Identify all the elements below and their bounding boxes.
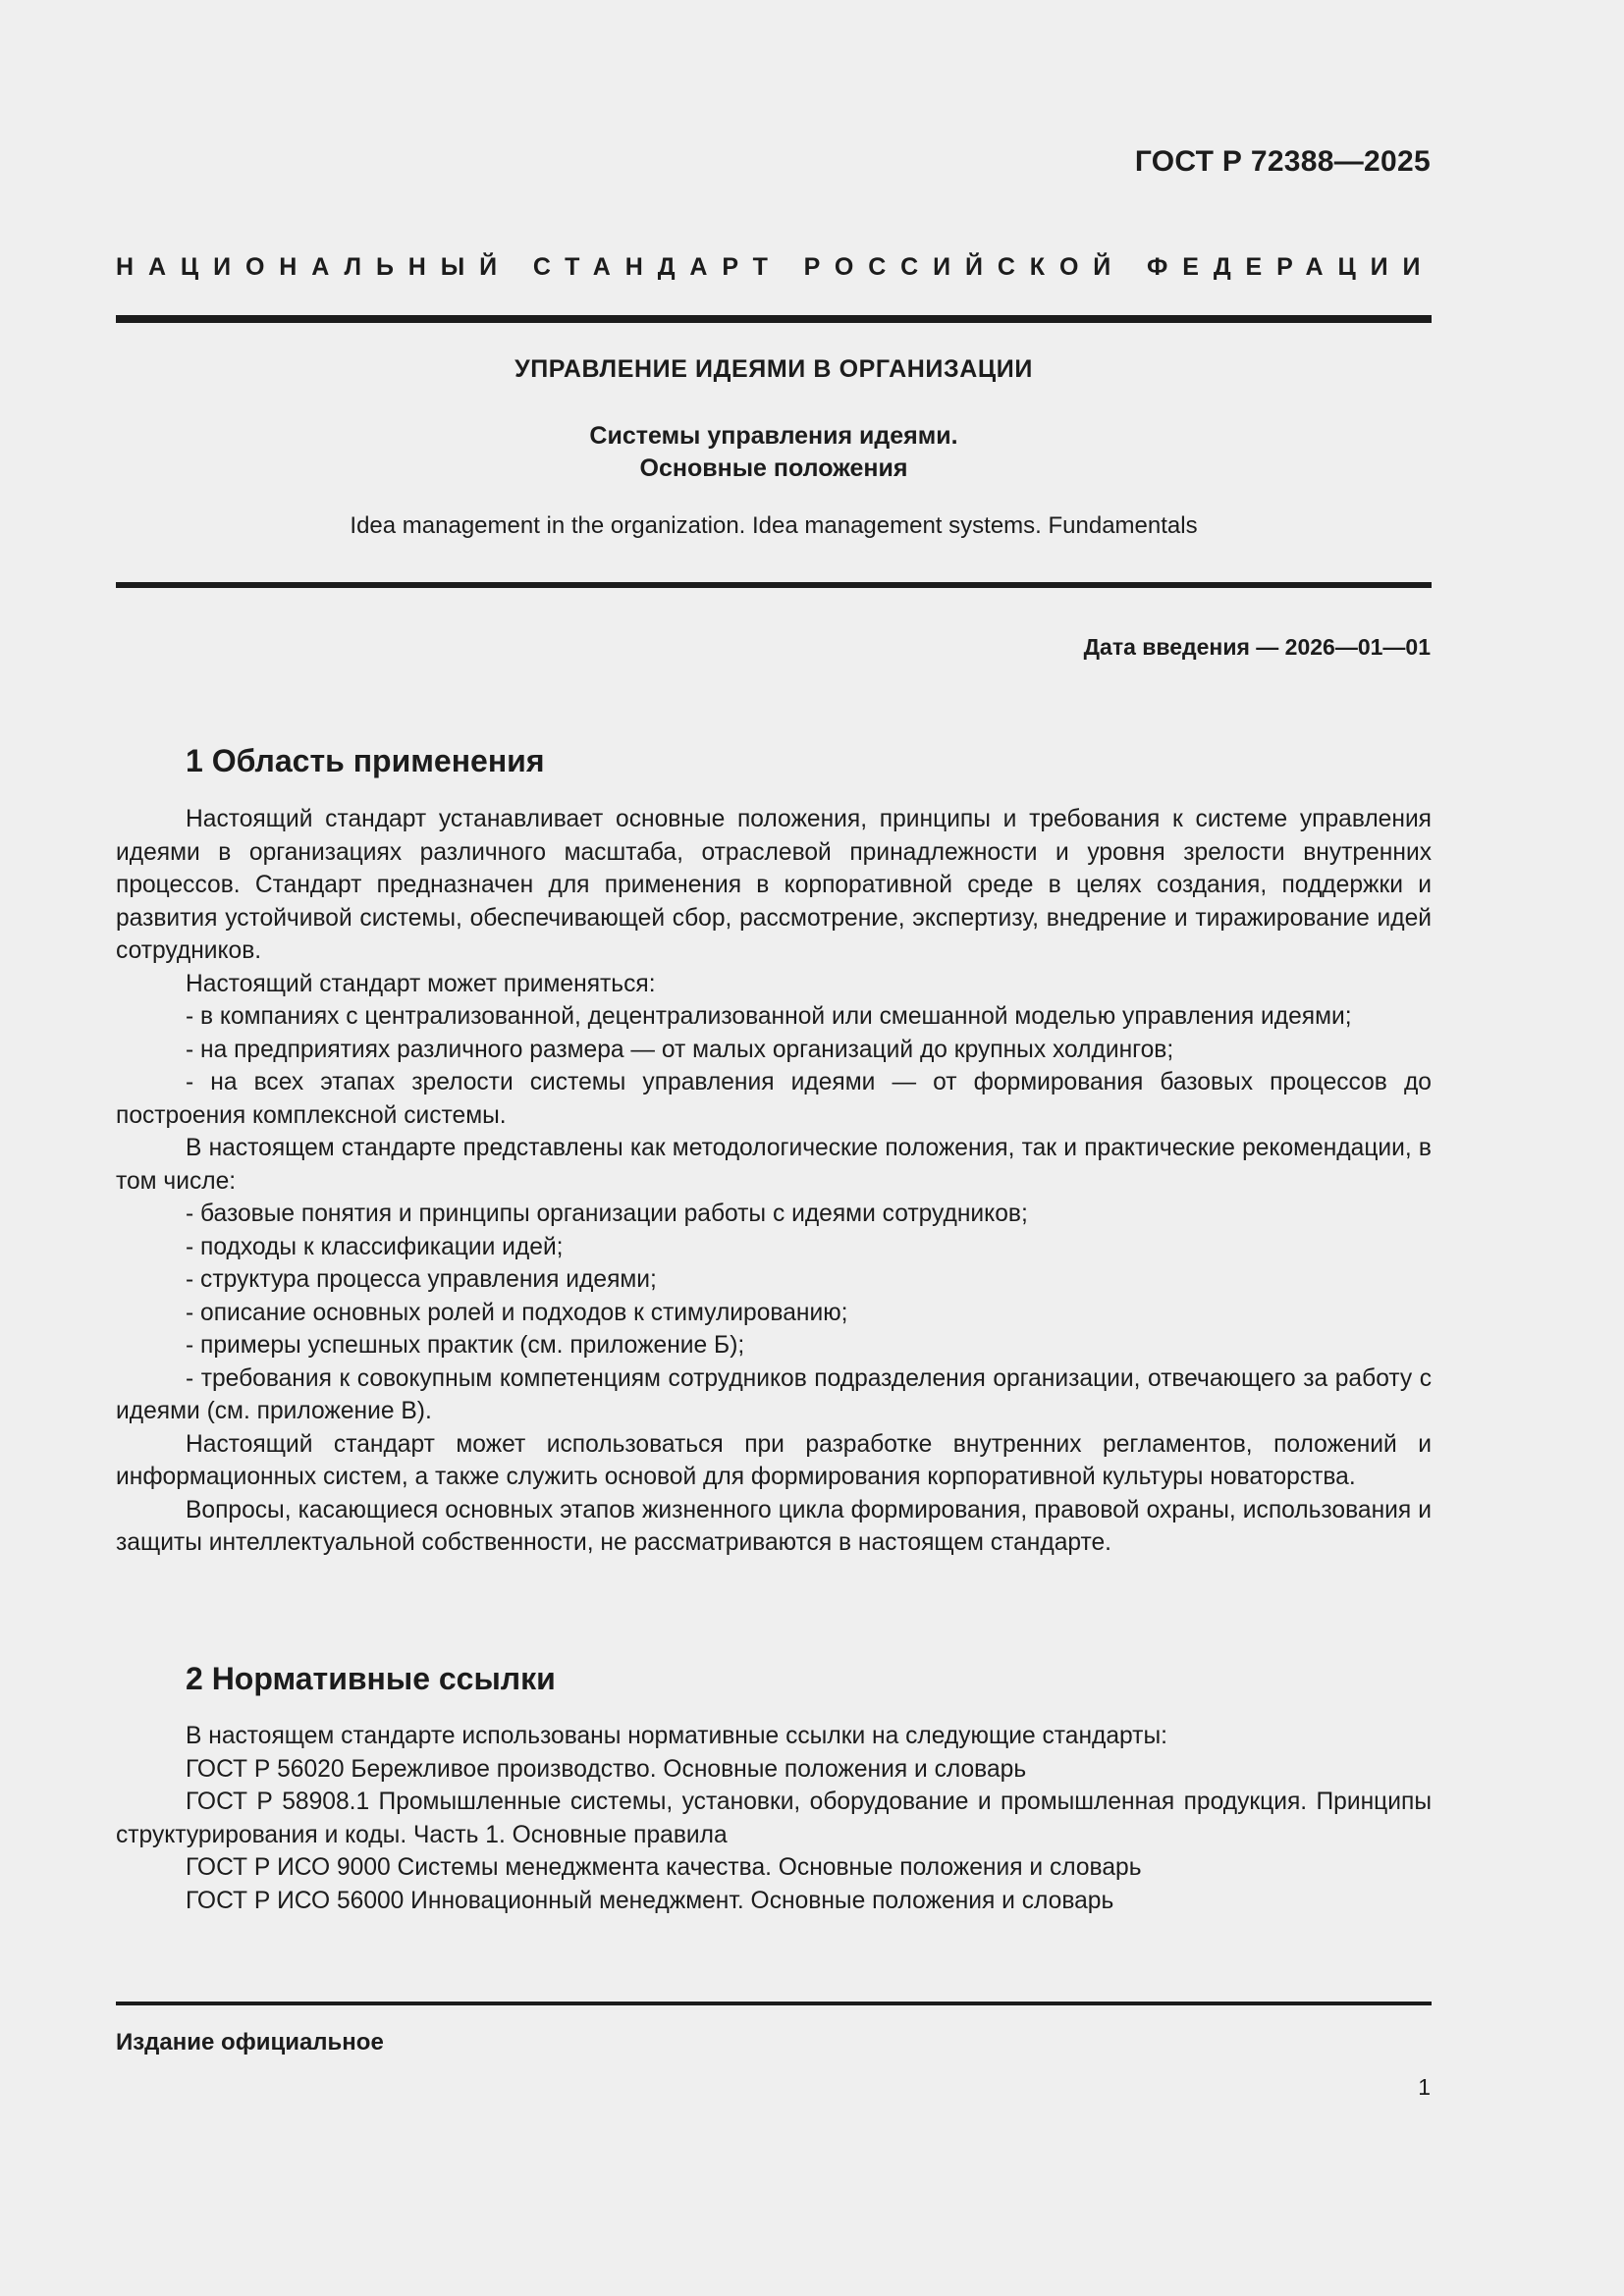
title-divider [116,582,1432,588]
section-1-body [116,803,1432,1560]
introduction-date: Дата введения — 2026—01—01 [1083,634,1431,660]
paragraph: Настоящий стандарт может применяться: [186,970,656,997]
list-item: - структура процесса управления идеями; [186,1266,657,1293]
list-item: - описание основных ролей и подходов к стимулированию; [186,1299,848,1326]
gost-number: ГОСТ Р 72388—2025 [1134,145,1431,178]
reference-item: ГОСТ Р 58908.1 Промышленные системы, установки, оборудование и промышленная продукция. Принципы структурирования и коды. Часть 1. Основные правила [116,1789,1432,1848]
reference-item: ГОСТ Р 56020 Бережливое производство. Основные положения и словарь [186,1755,1027,1783]
top-divider [116,315,1432,323]
document-subtitle [116,420,1432,485]
list-item: - в компаниях с централизованной, децентрализованной или смешанной моделью управления идеями; [186,1003,1352,1030]
list-item: - примеры успешных практик (см. приложение Б); [186,1332,745,1359]
footer-divider [116,2002,1432,2005]
paragraph: Настоящий стандарт устанавливает основные положения, принципы и требования к системе управления идеями в организациях различного масштаба, отраслевой принадлежности и уровня зрелости внутренних процессов. Стандарт предназначен для применения в корпоративной среде в целях создания, поддержки и развития устойчивой системы, обеспечивающей сбор, рассмотрение, экспертизу, внедрение и тиражирование идей сотрудников. [116,806,1432,964]
national-standard-title: НАЦИОНАЛЬНЫЙ СТАНДАРТ РОССИЙСКОЙ ФЕДЕРАЦИИ [116,253,1435,281]
section-2-heading: 2 Нормативные ссылки [186,1661,556,1696]
section-1-heading: 1 Область применения [186,743,545,778]
paragraph: В настоящем стандарте представлены как методологические положения, так и практические рекомендации, в том числе: [116,1135,1432,1195]
english-title: Idea management in the organization. Idea management systems. Fundamentals [350,512,1198,539]
list-item: - на всех этапах зрелости системы управления идеями — от формирования базовых процессов до построения комплексной системы. [116,1069,1432,1129]
document-title: УПРАВЛЕНИЕ ИДЕЯМИ В ОРГАНИЗАЦИИ [514,355,1033,383]
reference-item: ГОСТ Р ИСО 9000 Системы менеджмента качества. Основные положения и словарь [186,1854,1142,1881]
list-item: - требования к совокупным компетенциям сотрудников подразделения организации, отвечающего за работу с идеями (см. приложение В). [116,1364,1432,1424]
paragraph: Вопросы, касающиеся основных этапов жизненного цикла формирования, правовой охраны, использования и защиты интеллектуальной собственности, не рассматриваются в настоящем стандарте. [116,1496,1432,1556]
paragraph: В настоящем стандарте использованы нормативные ссылки на следующие стандарты: [186,1723,1167,1749]
list-item: - базовые понятия и принципы организации работы с идеями сотрудников; [186,1201,1028,1227]
official-edition-label: Издание официальное [116,2029,384,2056]
section-2-body [116,1720,1432,1917]
list-item: - на предприятиях различного размера — от малых организаций до крупных холдингов; [186,1036,1174,1063]
list-item: - подходы к классификации идей; [186,1233,564,1260]
reference-item: ГОСТ Р ИСО 56000 Инновационный менеджмент. Основные положения и словарь [186,1887,1114,1914]
paragraph: Настоящий стандарт может использоваться при разработке внутренних регламентов, положений и информационных систем, а также служить основой для формирования корпоративной культуры новаторства. [116,1430,1432,1490]
subtitle-line-1: Системы управления идеями. [589,422,958,450]
page-number: 1 [1418,2074,1431,2100]
subtitle-line-2: Основные положения [639,454,908,482]
